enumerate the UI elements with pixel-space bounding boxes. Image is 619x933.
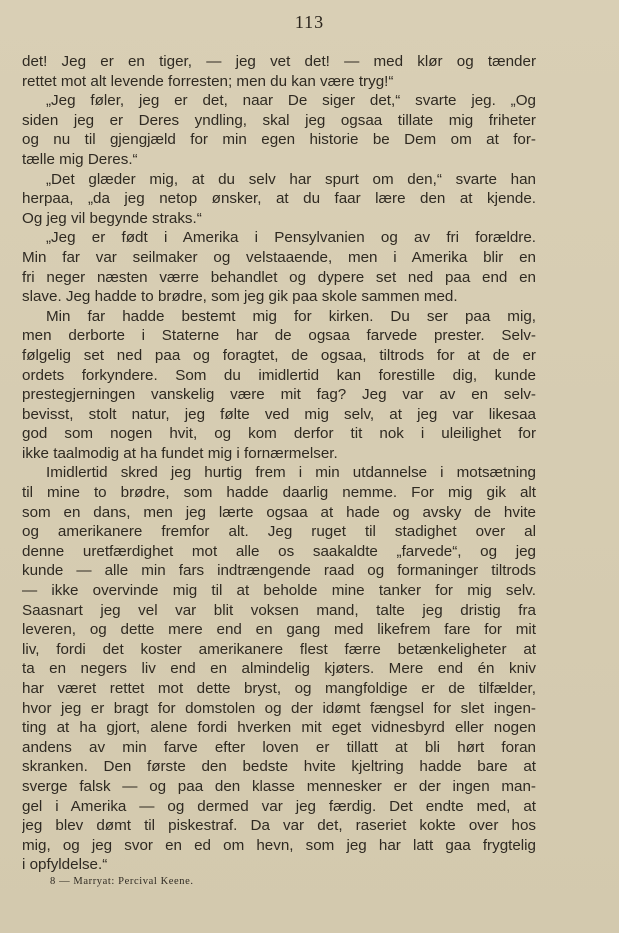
text-line: — ikke overvinde mig til at beholde mine tanker for mig selv. [22,582,536,600]
text-line: god som nogen hvit, og kom derfor tit nok i uleilighet for [22,425,536,443]
text-line: „Jeg er født i Amerika i Pensylvanien og av fri forældre. [46,229,536,247]
text-line: Saasnart jeg vel var blit voksen mand, talte jeg dristig fra [22,601,536,619]
text-line: fri neger næsten værre behandlet og dypere set ned paa end en [22,268,536,286]
text-line: i opfyldelse.“ [22,856,108,874]
text-line: bevisst, stolt natur, jeg følte ved mig selv, at jeg var likesaa [22,405,536,423]
text-line: mig, og jeg svor en ed om hevn, som jeg har latt gaa frygtelig [22,836,536,854]
text-line: Og jeg vil begynde straks.“ [22,209,202,227]
text-line: andens av min farve efter loven er tillatt at bli hørt foran [22,738,536,756]
text-line: slave. Jeg hadde to brødre, som jeg gik paa skole sammen med. [22,288,458,306]
text-line: Min far hadde bestemt mig for kirken. Du ser paa mig, [46,307,536,325]
text-line: rettet mot alt levende forresten; men du kan være tryg!“ [22,72,394,90]
text-line: tælle mig Deres.“ [22,150,138,168]
text-line: og nu til gjengjæld for min egen historie be Dem om at for- [22,131,536,149]
text-line: og amerikanere fremfor alt. Jeg ruget til stadighet over al [22,523,536,541]
body-text [22,52,536,875]
text-line: gel i Amerika — og dermed var jeg færdig. Det endte med, at [22,797,536,815]
text-line: ting at ha gjort, alene fordi hverken mit eget vidnesbyrd eller nogen [22,719,536,737]
text-line: til mine to brødre, som hadde daarlig nemme. For mig gik alt [22,484,536,502]
text-line: Min far var seilmaker og velstaaende, men i Amerika blir en [22,248,536,266]
text-line: siden jeg er Deres yndling, skal jeg ogsaa tillate mig friheter [22,111,536,129]
text-line: denne uretfærdighet mot alle os saakaldte „farvede“, og jeg [22,542,536,560]
text-line: skranken. Den første den bedste hvite kjeltring hadde bare at [22,758,536,776]
page-footnote: 8 — Marryat: Percival Keene. [50,876,194,887]
text-line: kunde — alle min fars indtrængende raad og formaninger tiltrods [22,562,536,580]
text-line: ikke taalmodig at ha fundet mig i fornærmelser. [22,444,338,462]
text-line: som en dans, men jeg lærte ogsaa at hade og avsky de hvite [22,503,536,521]
page-number: 113 [294,12,325,32]
text-line: leveren, og dette mere end en gang med likefrem fare for mit [22,621,536,639]
text-line: Imidlertid skred jeg hurtig frem i min utdannelse i motsætning [46,464,536,482]
text-line: ta en negers liv end en almindelig kjøters. Mere end én kniv [22,660,536,678]
text-line: har været rettet mot dette bryst, og mangfoldige er de tilfælder, [22,680,536,697]
text-line: det! Jeg er en tiger, — jeg vet det! — med klør og tænder [22,53,536,70]
text-line: liv, fordi det koster amerikanere flest færre betænkeligheter at [22,640,536,658]
text-line: hvor jeg er bragt for domstolen og der idømt fængsel for slet ingen- [22,699,536,717]
text-line: prestegjerningen vanskelig være mit fag? Jeg var av en selv- [22,386,536,404]
text-line: herpaa, „da jeg netop ønsker, at du faar lære den at kjende. [22,190,536,208]
text-line: jeg blev dømt til piskestraf. Da var det, raseriet kokte over hos [22,817,536,835]
text-line: „Det glæder mig, at du selv har spurt om den,“ svarte han [46,170,536,188]
text-line: men derborte i Staterne har de ogsaa farvede prester. Selv- [22,327,536,345]
text-line: „Jeg føler, jeg er det, naar De siger det,“ svarte jeg. „Og [46,92,536,110]
text-line: følgelig set ned paa og foragtet, de ogsaa, tiltrods for at de er [22,346,536,364]
text-line: sverge falsk — og paa den klasse mennesker er der ingen man- [22,777,536,795]
text-line: ordets forkyndere. Som du imidlertid kan forestille dig, kunde [22,366,536,384]
